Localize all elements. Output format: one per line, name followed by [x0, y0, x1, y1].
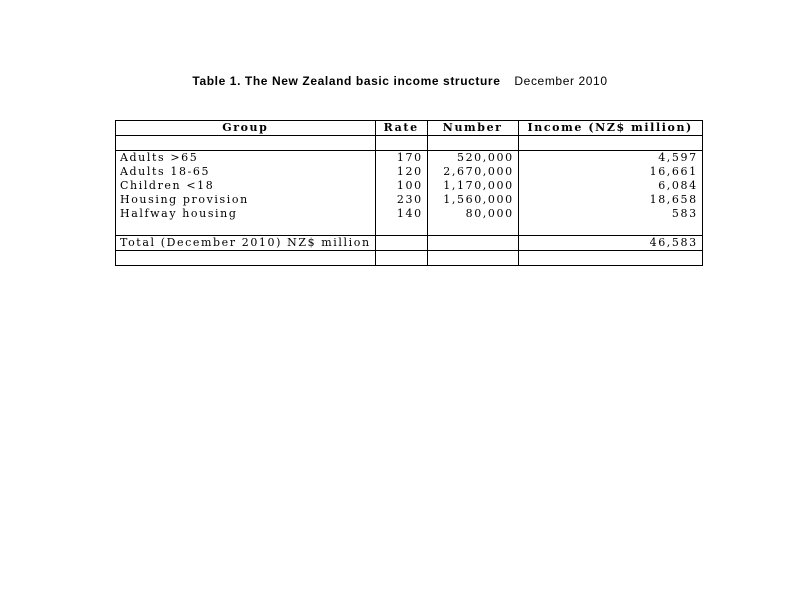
spacer-row — [116, 251, 703, 266]
cell-income: 6,084 — [518, 179, 702, 193]
cell-income: 583 — [518, 207, 702, 221]
table-row — [116, 179, 703, 193]
cell-number: 1,170,000 — [427, 179, 518, 193]
cell-income: 4,597 — [518, 151, 702, 166]
cell-number: 80,000 — [427, 207, 518, 221]
cell-income: 18,658 — [518, 193, 702, 207]
cell-group: Children <18 — [116, 179, 376, 193]
cell-rate: 170 — [375, 151, 427, 166]
cell-number: 520,000 — [427, 151, 518, 166]
table-title — [0, 74, 800, 88]
income-structure-table — [115, 120, 703, 266]
cell-number: 1,560,000 — [427, 193, 518, 207]
cell-number: 2,670,000 — [427, 165, 518, 179]
table-title-date: December 2010 — [514, 74, 608, 88]
header-group: Group — [116, 121, 376, 136]
spacer-row — [116, 221, 703, 236]
header-row — [116, 121, 703, 136]
table-row — [116, 193, 703, 207]
table-row — [116, 165, 703, 179]
table-row — [116, 207, 703, 221]
header-number: Number — [427, 121, 518, 136]
cell-group: Housing provision — [116, 193, 376, 207]
cell-rate: 100 — [375, 179, 427, 193]
cell-rate: 120 — [375, 165, 427, 179]
total-row — [116, 236, 703, 251]
cell-income: 16,661 — [518, 165, 702, 179]
spacer-row — [116, 136, 703, 151]
table-title-main: Table 1. The New Zealand basic income structure — [192, 74, 501, 88]
total-label: Total (December 2010) NZ$ million — [116, 236, 376, 251]
header-income: Income (NZ$ million) — [518, 121, 702, 136]
cell-rate: 230 — [375, 193, 427, 207]
cell-group: Adults 18-65 — [116, 165, 376, 179]
table-row — [116, 151, 703, 166]
cell-group: Adults >65 — [116, 151, 376, 166]
total-income: 46,583 — [518, 236, 702, 251]
cell-group: Halfway housing — [116, 207, 376, 221]
cell-rate: 140 — [375, 207, 427, 221]
header-rate: Rate — [375, 121, 427, 136]
